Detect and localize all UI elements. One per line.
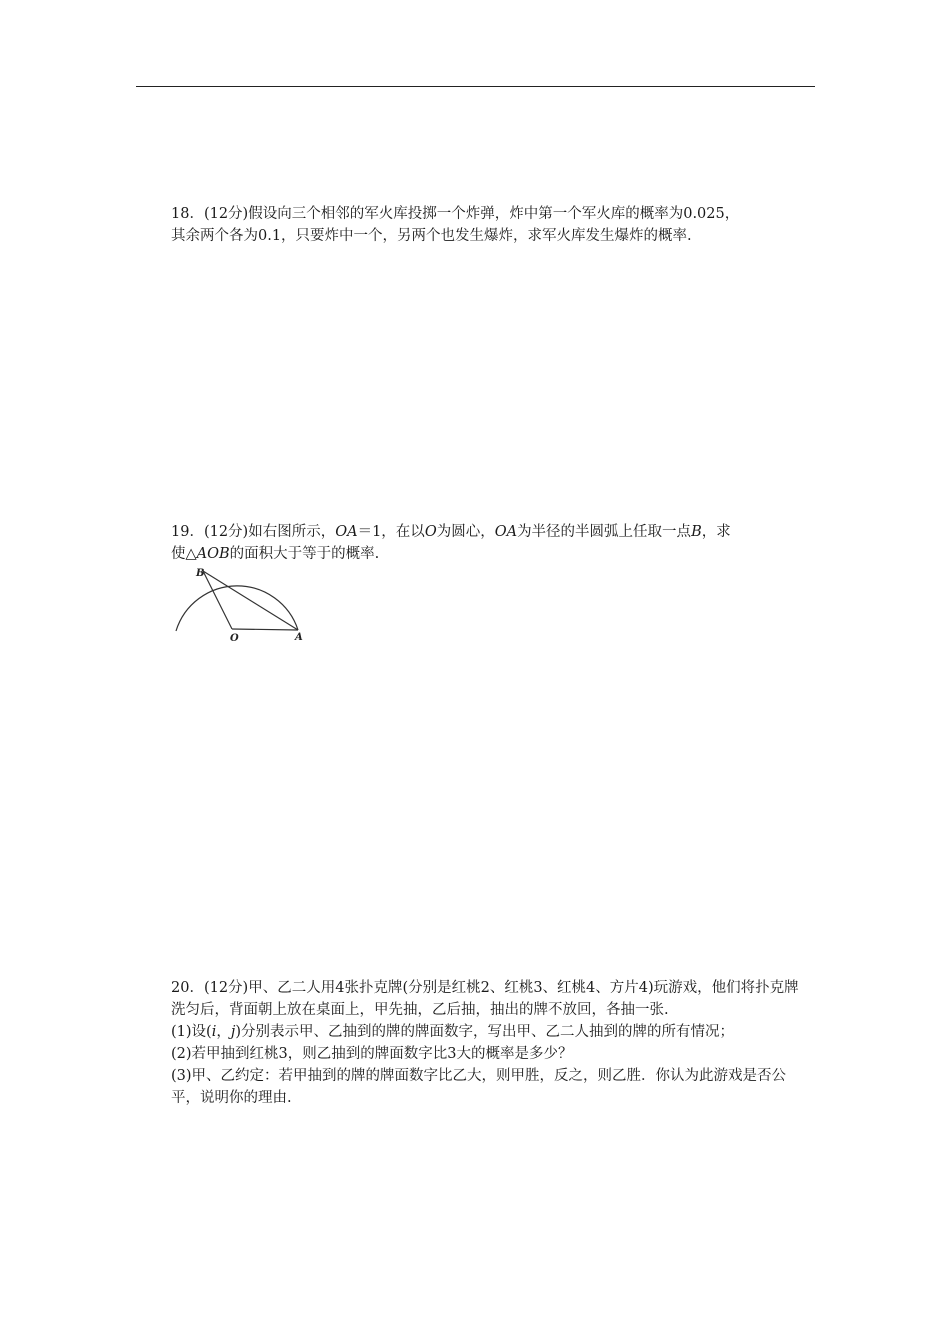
problem-20-part-1 — [171, 1021, 811, 1043]
math-o: O — [424, 524, 437, 540]
segment-oa — [232, 629, 298, 630]
label-b: B — [196, 568, 205, 579]
problem-20-part-2: (2)若甲抽到红桃3，则乙抽到的牌面数字比3大的概率是多少？ — [171, 1046, 573, 1062]
text-segment: ， — [216, 1024, 231, 1040]
problem-18-line-2: 其余两个各为0.1，只要炸中一个，另两个也发生爆炸，求军火库发生爆炸的概率. — [171, 228, 692, 244]
label-o: O — [230, 633, 239, 644]
problem-18 — [171, 203, 811, 247]
text-segment: )分别表示甲、乙抽到的牌的牌面数字，写出甲、乙二人抽到的牌的所有情况； — [235, 1024, 734, 1040]
math-aob: AOB — [196, 546, 230, 562]
text-segment: 使△ — [171, 546, 197, 562]
math-i: i — [211, 1024, 217, 1040]
math-j: j — [230, 1024, 236, 1040]
problem-20-intro: 20．(12分)甲、乙二人用4张扑克牌(分别是红桃2、红桃3、红桃4、方片4)玩游戏，他们将扑克牌洗匀后，背面朝上放在桌面上，甲先抽，乙后抽，抽出的牌不放回，各抽一张. — [171, 980, 799, 1018]
text-segment: ＝1，在以 — [357, 524, 425, 540]
semicircle-figure — [170, 562, 320, 648]
problem-20 — [171, 977, 811, 1109]
text-segment: 为圆心， — [436, 524, 495, 540]
text-segment: (1)设( — [171, 1024, 212, 1040]
math-oa: OA — [494, 524, 518, 540]
text-segment: ，求 — [701, 524, 731, 540]
text-segment: 的面积大于等于的概率. — [229, 546, 380, 562]
label-a: A — [295, 632, 303, 643]
problem-19-line-1 — [171, 521, 811, 543]
problem-20-part-3: (3)甲、乙约定：若甲抽到的牌的牌面数字比乙大，则甲胜，反之，则乙胜．你认为此游戏是否公平，说明你的理由. — [171, 1068, 787, 1106]
header-rule — [136, 86, 815, 87]
text-segment: 为半径的半圆弧上任取一点 — [517, 524, 692, 540]
problem-18-line-1: 18．(12分)假设向三个相邻的军火库投掷一个炸弹，炸中第一个军火库的概率为0.025， — [171, 206, 740, 222]
text-segment: 19．(12分)如右图所示， — [171, 524, 336, 540]
problem-19 — [171, 521, 811, 565]
math-oa: OA — [335, 524, 358, 540]
math-b: B — [691, 524, 702, 540]
